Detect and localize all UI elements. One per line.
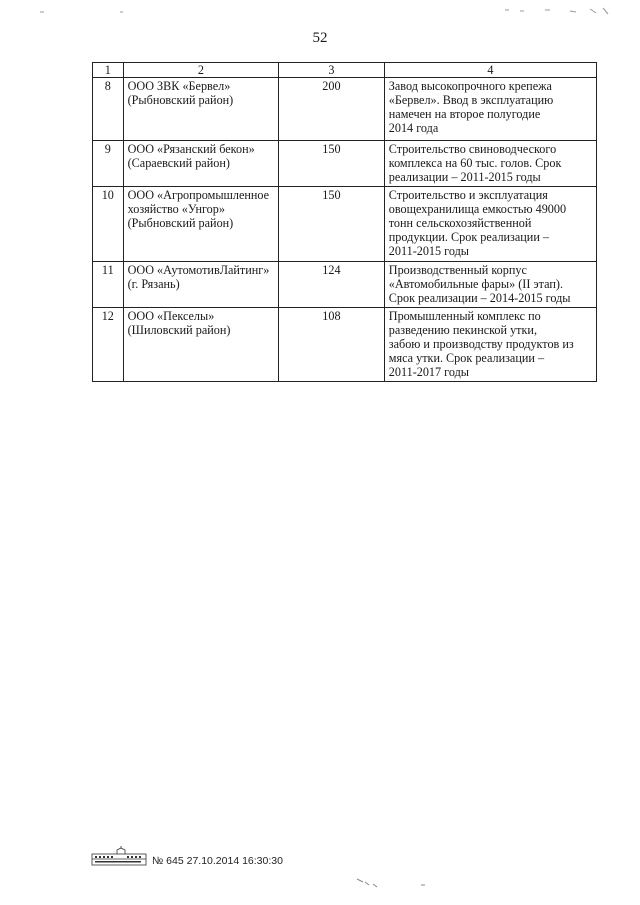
table-row xyxy=(93,262,597,308)
value-cell: 150 xyxy=(279,187,385,262)
row-number: 9 xyxy=(93,141,124,187)
description-cell: Строительство свиноводческого комплекса на 60 тыс. голов. Срок реализации – 2011-2015 годы xyxy=(384,141,596,187)
description-cell: Завод высокопрочного крепежа «Бервел». Ввод в эксплуатацию намечен на второе полугодие 2014 года xyxy=(384,78,596,141)
organization-cell: ООО «Агропромышленное хозяйство «Унгор» (Рыбновский район) xyxy=(123,187,279,262)
column-header-1: 1 xyxy=(93,63,124,78)
row-number: 12 xyxy=(93,308,124,382)
value-cell: 150 xyxy=(279,141,385,187)
document-registration-stamp: № 645 27.10.2014 16:30:30 xyxy=(152,855,283,867)
table-header-row xyxy=(93,63,597,78)
organization-cell: ООО ЗВК «Бервел» (Рыбновский район) xyxy=(123,78,279,141)
description-cell: Промышленный комплекс по разведению пекинской утки, забою и производству продуктов из мяса утки. Срок реализации – 2011-2017 годы xyxy=(384,308,596,382)
organization-cell: ООО «Рязанский бекон» (Сараевский район) xyxy=(123,141,279,187)
table-row xyxy=(93,78,597,141)
column-header-3: 3 xyxy=(279,63,385,78)
column-header-4: 4 xyxy=(384,63,596,78)
scan-noise-bottom xyxy=(355,876,435,890)
table-row xyxy=(93,187,597,262)
projects-table xyxy=(92,62,597,382)
organization-cell: ООО «Пекселы» (Шиловский район) xyxy=(123,308,279,382)
value-cell: 108 xyxy=(279,308,385,382)
scan-noise-top xyxy=(0,0,640,20)
column-header-2: 2 xyxy=(123,63,279,78)
row-number: 8 xyxy=(93,78,124,141)
page-number: 52 xyxy=(312,30,328,46)
table-row xyxy=(93,308,597,382)
row-number: 11 xyxy=(93,262,124,308)
value-cell: 200 xyxy=(279,78,385,141)
registry-stamp-icon xyxy=(90,845,150,869)
table-row xyxy=(93,141,597,187)
description-cell: Производственный корпус «Автомобильные фары» (II этап). Срок реализации – 2014-2015 годы xyxy=(384,262,596,308)
value-cell: 124 xyxy=(279,262,385,308)
description-cell: Строительство и эксплуатация овощехранилища емкостью 49000 тонн сельскохозяйственной продукции. Срок реализации – 2011-2015 годы xyxy=(384,187,596,262)
organization-cell: ООО «АутомотивЛайтинг» (г. Рязань) xyxy=(123,262,279,308)
row-number: 10 xyxy=(93,187,124,262)
